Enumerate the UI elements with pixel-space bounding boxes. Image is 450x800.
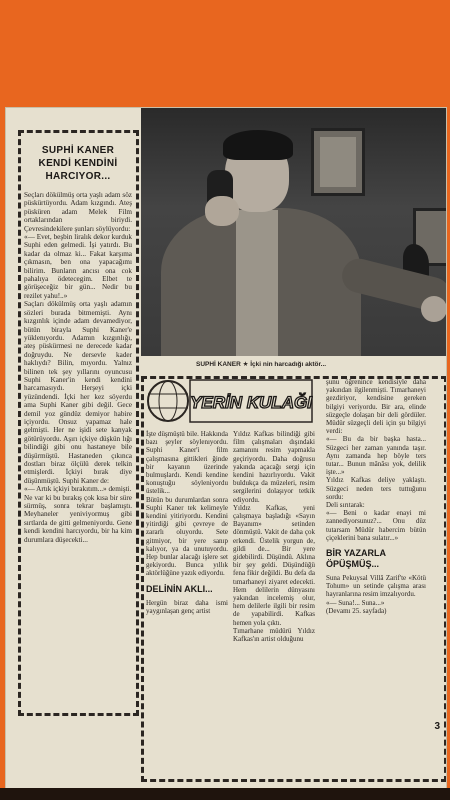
article-headline: SUPHİ KANER KENDİ KENDİNİ HARCIYOR...: [38, 145, 118, 182]
subheading-delinin-akli: DELİNİN AKLI...: [146, 583, 213, 594]
column-3-text: şunu öğrenince kendisiyle daha yakından ilgilenmişti. Tımarhaneyi gezdiriyor, kendisine gereken bilgiyi veriyordu. Bir ara, elinde süzgeçle dolaşan bir deli gördüler. Müdür süzgeçli deli için şu bilgiyi verdi: «— Bu da bir başka hasta... Süzgeci her zaman yanında taşır. Aynı zamanda hep böyle ters tutar... Bunun mânâsı yok, delilik işte...» Yıldız Kafkas deliye yaklaştı. Süzgeci neden ters tuttuğunu sordu: Deli sırıtarak: «— Beni o kadar enayi mi zannediyorsunuz?... Onu düz tutarsam Müdür habercim bütün çiçeklerini bana sulatır...»: [326, 378, 426, 542]
actor-photo: [141, 108, 446, 356]
column-1-text: İşte düşmüştü bile. Hakkında bazı şeyler söylenıyordu. Suphi Kaner'i film çalışmasına gittikleri ğinde bir kayanın üzerinde bulmuşlardı. Kendi kendine konuştuğu söyleniyordu üstelik... Bütün bu durumlardan sonra Suphi Kaner tek kelimeyle kendini yitiriyordu. Kendini yitirdiği gibi çevreye de zararlı oluyordu. Sete gitmiyor, bir yere sanıp kalıyor, ya da unutuyordu. Hep bunlar alacağı işlere set gekiyordu. Bunca yıllık aktörlüğüne yazık ediyordu.: [146, 430, 228, 578]
magazine-page: [6, 108, 446, 788]
man-hair: [223, 130, 293, 160]
article-column-2: [233, 378, 315, 773]
photo-caption: SUPHİ KANER ★ İçki nin harcadığı aktör...: [196, 361, 327, 368]
column-3-tail: Suna Pekuysal Villâ Zarif'te «Kötü Tohum» un setinde çalışma arası hayranlarına resim imzalıyordu. «— Suna!... Suna...» (Devamı 25. sayfada): [326, 574, 426, 615]
wall-painting: [311, 128, 365, 196]
article-body: Seçları dökülmüş orta yaşlı adam söz püskürtüyordu. Adam kızgındı. Ateş püsküren adam Melek Film ortaklarından biriydi. Çevresindekilere şunları söylüyordu: «— Evet, beşbin liralık dekor kurduk Suphi eden gelmedi. İşi yatırdı. Bu kadar da olmaz ki... Fakat karşıma çıkmasın, ben ona yapacağımı bilirim. Bunların ancısı ona cok pahalıya ödetecegim. Elbet te görüşeceğiz bir gün... Nedir bu rezilet yahu!..» Saçları dökülmüş orta yaşlı adamın sözleri burada bitmemişti. Aynı kızgınlık içinde adam devamediyor, bütün birayla Suphi Kaner'e yüklenıyordu. Adamın kızgınlığı, ateş püskürmesi ne derecede kadar doğruydu. Ne dersevle kader haklıydı? Bilin, mıyordu. Yalnız bilinen tek şey yıllarını oyuncusu Suphi Kaner'in kendi kendini harcamasıydı. Herşeyi içki yüzündendi. İçki her kez söyerdu ama Suphi Kaner gibi değil. Gece demil yoz gündüz demiyor habire içiyordu. Onsuz yapamaz hale gelmişti. Her ne işidi sete kanyak götürüyordu. Aşırı içkiye düşkün lığı bilindiği gibi onu hastaneye bile düşürmüştü. Hastaneden çıkınca dostları biraz ölçülü derek telkin etmişlerdi. İçkiyi bırak diye düşünmüştü. Suphi Kaner de: «— Artık içkiyi bırakıtım...» demişti. Ne var ki bu bırakış çok kısa bir süre sürmüş, sonra tekrar başlamıştı. Meyhaneler yeniviyormuş gibi sırtlarda de gitti gelmeniyordu. Gene kendi kendini harcıyordu, bir ha kim durumlara düşecekti...: [24, 191, 132, 544]
hand-holding-phone: [205, 196, 239, 226]
man-shirt: [236, 210, 278, 356]
page-number: 3: [434, 721, 440, 732]
article-column-1: [146, 430, 228, 780]
left-article: [24, 138, 132, 708]
column-2-text: Yıldız Kafkas bilindiği gibi film çalışmaları dışındaki zamanını resim yapmakla geçiriyordu. Daha doğrusu yakında açacağı sergi için kendini hazırlıyordu. Vakit buldukça da müzeleri, resim sergilerini dolaşıyor tetkik ediyordu. Yıldız Kafkas, yeni çalışmaya başladığı «Sayın Bayanım» setinden dönmüştü. Vakit de daha çok erkendi. Üstelik yorgun de, gildi de... Bir yere gidebilirdi. Düşündü. Aklına bir şey geldi. Düşündüğü fena fikir değildi. Bu defa da tımarhaneyi ziyaret edecekti. Hem delilerin dünyasını yakından incelemiş olur, hem delilerle ilgili bir resim de yapabilirdi. Kafkas hemen yola çıktı. Tımarhane müdürü Yıldız Kafkas'ın artist olduğunu: [233, 430, 315, 644]
logo-text: YERİN KULAĞI: [190, 393, 312, 412]
column-1-tail: Hergün biraz daha ismi yaygınlaşan genç artist: [146, 598, 228, 615]
table-edge: [0, 788, 450, 800]
article-column-3: [326, 378, 426, 773]
hand-with-glass: [421, 296, 446, 322]
subheading-bir-yazarla: BİR YAZARLA ÖPÜŞMÜŞ...: [326, 548, 386, 570]
